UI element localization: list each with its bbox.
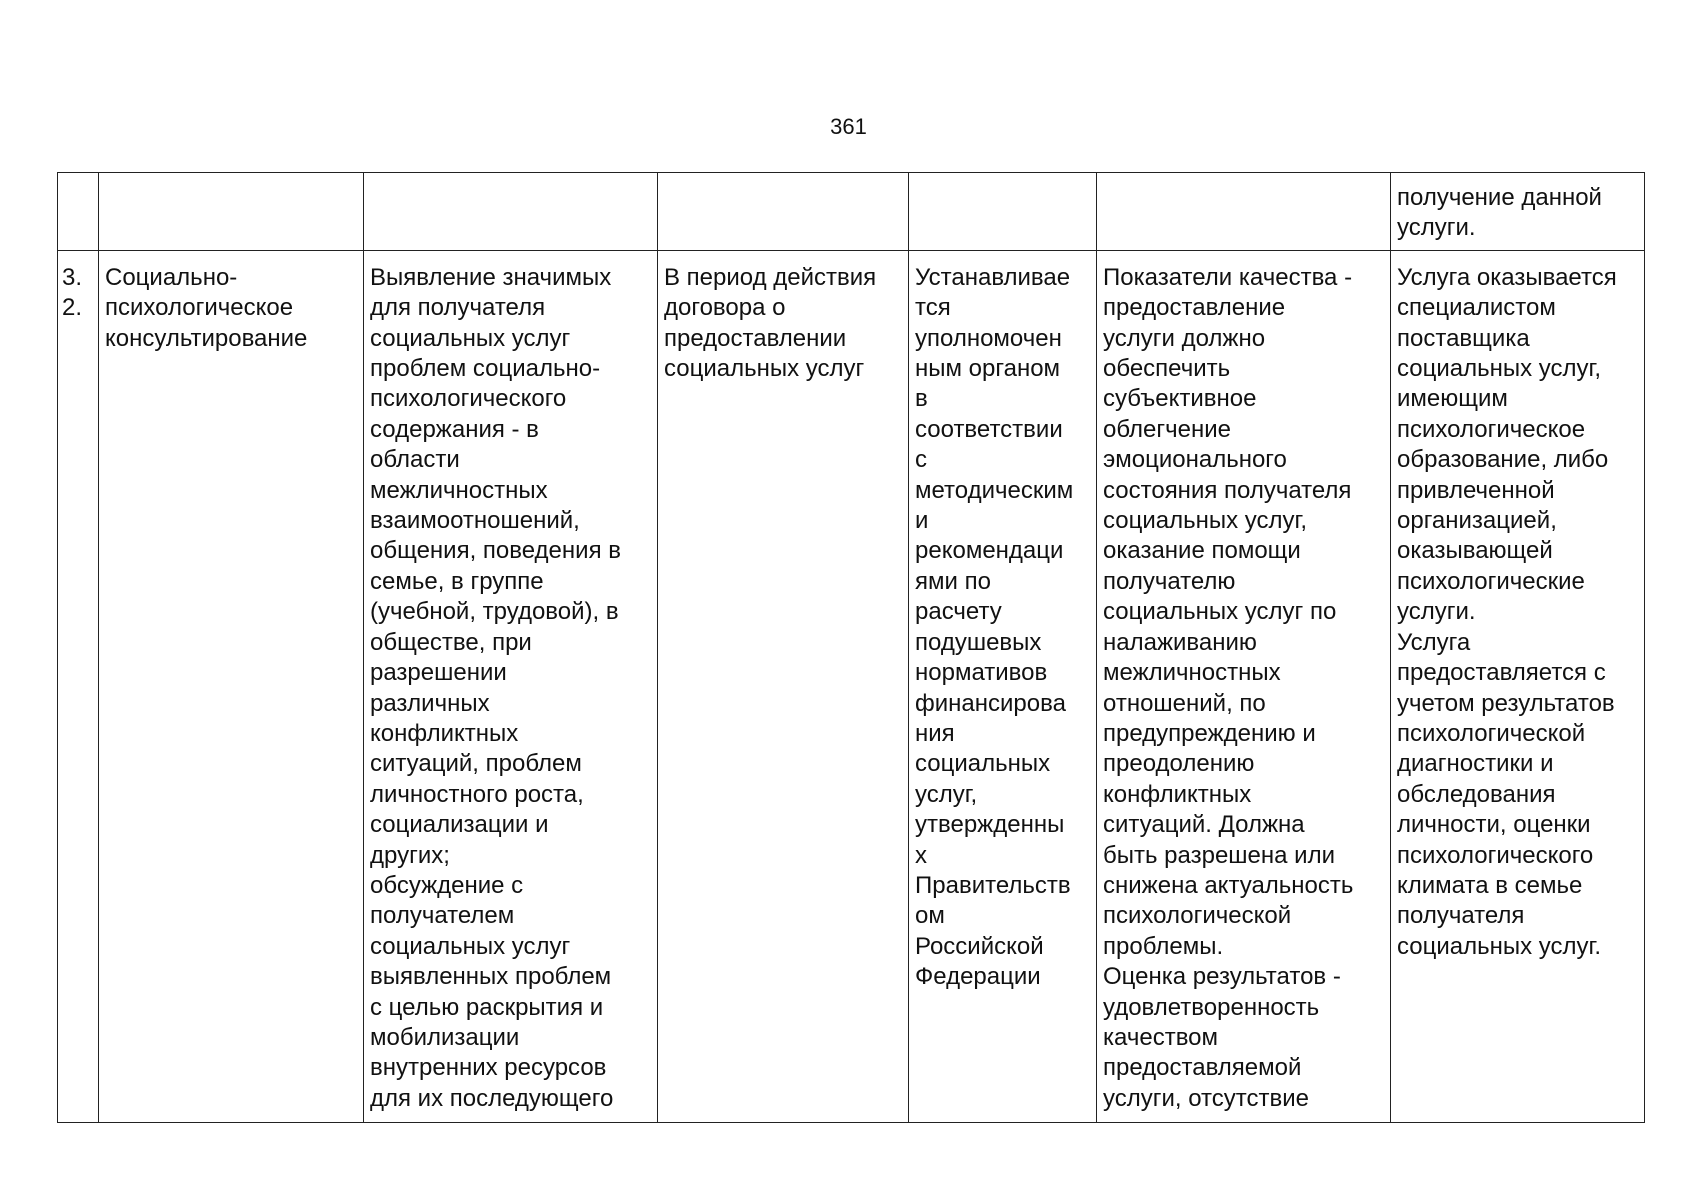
cell-name — [99, 173, 364, 251]
cell-description — [364, 173, 658, 251]
table-row-service — [58, 250, 1645, 1122]
page-number: 361 — [830, 114, 867, 139]
cell-tariff — [909, 173, 1097, 251]
cell-quality — [1097, 173, 1391, 251]
cell-conditions: Услуга оказывается специалистом поставщика социальных услуг, имеющим психологическое образование, либо привлеченной организацией, оказывающей психологические услуги. Услуга предоставляется с учетом результатов психологической диагностики и обследования личности, оценки психологического климата в семье получателя социальных услуг. — [1391, 250, 1645, 1122]
cell-period — [658, 173, 909, 251]
cell-number: 3. 2. — [58, 250, 99, 1122]
cell-description: Выявление значимых для получателя социальных услуг проблем социально- психологического содержания - в области межличностных взаимоотношений, общения, поведения в семье, в группе (учебной, трудовой), в обществе, при разрешении различных конфликтных ситуаций, проблем личностного роста, социализации и других; обсуждение с получателем социальных услуг выявленных проблем с целью раскрытия и мобилизации внутренних ресурсов для их последующего — [364, 250, 658, 1122]
table-row-continuation — [58, 173, 1645, 251]
cell-quality: Показатели качества - предоставление услуги должно обеспечить субъективное облегчение эмоционального состояния получателя социальных услуг, оказание помощи получателю социальных услуг по налаживанию межличностных отношений, по предупреждению и преодолению конфликтных ситуаций. Должна быть разрешена или снижена актуальность психологической проблемы. Оценка результатов - удовлетворенность качеством предоставляемой услуги, отсутствие — [1097, 250, 1391, 1122]
cell-name: Социально- психологическое консультирование — [99, 250, 364, 1122]
cell-number — [58, 173, 99, 251]
cell-tariff: Устанавливае тся уполномочен ным органом в соответствии с методическим и рекомендаци ями по расчету подушевых нормативов финансирова ния социальных услуг, утвержденны х Правительств ом Российской Федерации — [909, 250, 1097, 1122]
services-table — [57, 172, 1645, 1123]
cell-conditions: получение данной услуги. — [1391, 173, 1645, 251]
cell-period: В период действия договора о предоставлении социальных услуг — [658, 250, 909, 1122]
